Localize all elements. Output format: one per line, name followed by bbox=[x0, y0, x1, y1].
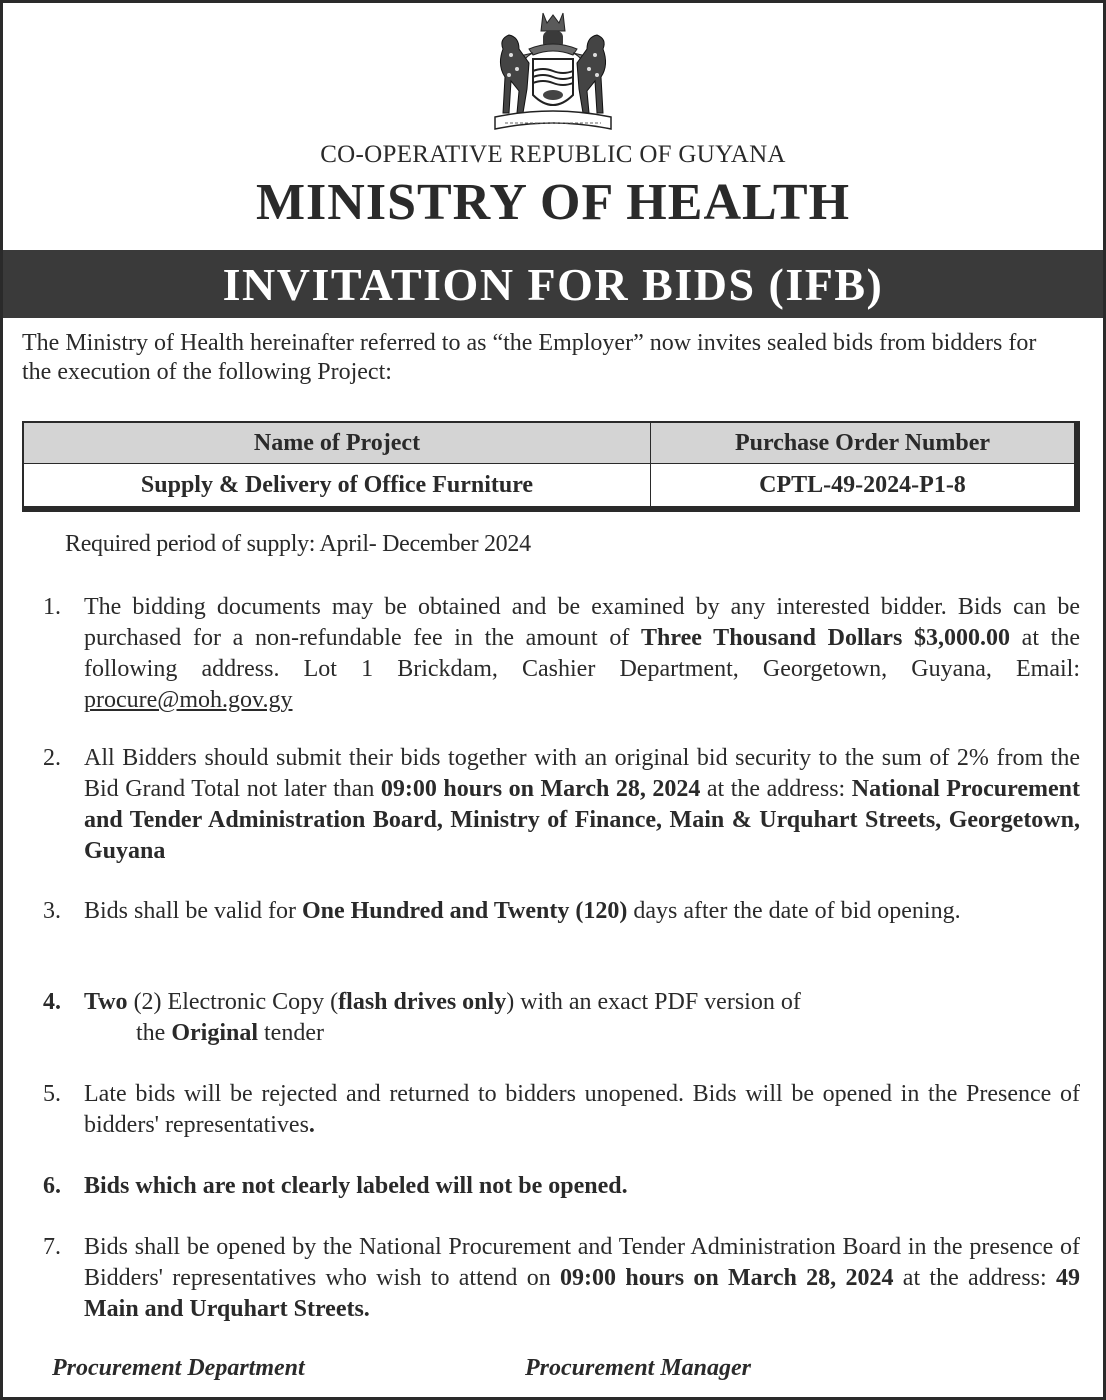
header-purchase-order-number: Purchase Order Number bbox=[651, 422, 1078, 464]
item-text: ) with an exact PDF version of bbox=[506, 989, 801, 1015]
item-number: 1. bbox=[43, 594, 61, 620]
signature-procurement-department: Procurement Department bbox=[52, 1355, 305, 1381]
item-number: 7. bbox=[43, 1234, 61, 1260]
item-body bbox=[84, 1079, 1080, 1141]
item-number: 6. bbox=[43, 1173, 61, 1199]
original-label: Original bbox=[171, 1020, 258, 1046]
media-type: flash drives only bbox=[338, 989, 507, 1015]
item-body: Bids which are not clearly labeled will not be opened. bbox=[84, 1173, 628, 1199]
list-item-7 bbox=[43, 1232, 1080, 1325]
list-item-1 bbox=[43, 592, 1080, 716]
item-number: 5. bbox=[43, 1081, 61, 1107]
notice-title: INVITATION FOR BIDS (IFB) bbox=[222, 258, 884, 310]
validity-period: One Hundred and Twenty (120) bbox=[301, 898, 628, 924]
item-body bbox=[84, 1232, 1080, 1325]
list-item-6 bbox=[43, 1171, 1080, 1202]
item-text: The bidding documents may be obtained and be examined by any interested bidder. Bids can be purchased for a non-refundable fee in the amount of bbox=[84, 594, 1080, 651]
purchase-order-cell: CPTL-49-2024-P1-8 bbox=[651, 464, 1078, 510]
item-text: the bbox=[136, 1020, 172, 1046]
item-text: Bids shall be opened by the National Procurement and Tender Administration Board in the presence of Bidders' representatives who wish to attend on bbox=[84, 1234, 1080, 1291]
list-item-4 bbox=[43, 987, 1080, 1049]
table-row bbox=[23, 464, 1077, 510]
coat-of-arms-emblem bbox=[489, 9, 617, 133]
table-header-row bbox=[23, 422, 1077, 464]
opening-time: 09:00 hours on March 28, 2024 bbox=[560, 1265, 894, 1291]
project-name-cell: Supply & Delivery of Office Furniture bbox=[23, 464, 651, 510]
item-body bbox=[84, 743, 1080, 867]
ministry-name: MINISTRY OF HEALTH bbox=[255, 174, 851, 231]
item-text: days after the date of bid opening. bbox=[627, 898, 961, 924]
item-number: 4. bbox=[43, 989, 61, 1015]
deadline: 09:00 hours on March 28, 2024 bbox=[380, 776, 701, 802]
supply-period: Required period of supply: April- December 2024 bbox=[65, 531, 531, 557]
header-name-of-project: Name of Project bbox=[23, 422, 651, 464]
country-name: CO-OPERATIVE REPUBLIC OF GUYANA bbox=[320, 141, 786, 168]
item-body bbox=[84, 987, 1080, 1049]
item-number: 2. bbox=[43, 745, 61, 771]
list-item-5 bbox=[43, 1079, 1080, 1141]
item-text: at the address: bbox=[700, 776, 852, 802]
item-text: . bbox=[308, 1112, 315, 1138]
item-text: Bids shall be valid for bbox=[84, 898, 302, 924]
signature-procurement-manager: Procurement Manager bbox=[525, 1355, 752, 1381]
item-text: All Bidders should submit their bids together with an original bid security to the sum of 2% from the Bid Grand Total not later than bbox=[84, 745, 1080, 802]
intro-paragraph: The Ministry of Health hereinafter referred to as “the Employer” now invites sealed bids from bidders for the execution of the following Project: bbox=[22, 330, 1037, 385]
item-body bbox=[84, 592, 1080, 716]
item-text: Late bids will be rejected and returned to bidders unopened. Bids will be opened in the Presence of bidders' representatives bbox=[84, 1081, 1080, 1138]
project-table bbox=[22, 421, 1080, 512]
opening-address: 49 Main and Urquhart Streets. bbox=[84, 1265, 1080, 1322]
title-banner bbox=[3, 250, 1103, 318]
item-text: at the address: bbox=[893, 1265, 1056, 1291]
fee-amount: Three Thousand Dollars $3,000.00 bbox=[641, 625, 1010, 651]
item-body bbox=[84, 896, 1080, 927]
list-item-2 bbox=[43, 743, 1080, 867]
list-item-3 bbox=[43, 896, 1080, 927]
submission-address: National Procurement and Tender Administration Board, Ministry of Finance, Main & Urquhart Streets, Georgetown, Guyana bbox=[84, 776, 1080, 864]
email-link[interactable]: procure@moh.gov.gy bbox=[84, 687, 293, 713]
copy-count: Two bbox=[84, 989, 128, 1015]
item-text: tender bbox=[258, 1020, 324, 1046]
item-number: 3. bbox=[43, 898, 61, 924]
item-text: at the following address. Lot 1 Brickdam, Cashier Department, Georgetown, Guyana, Email: bbox=[84, 625, 1081, 682]
item-text: (2) Electronic Copy ( bbox=[127, 989, 339, 1015]
